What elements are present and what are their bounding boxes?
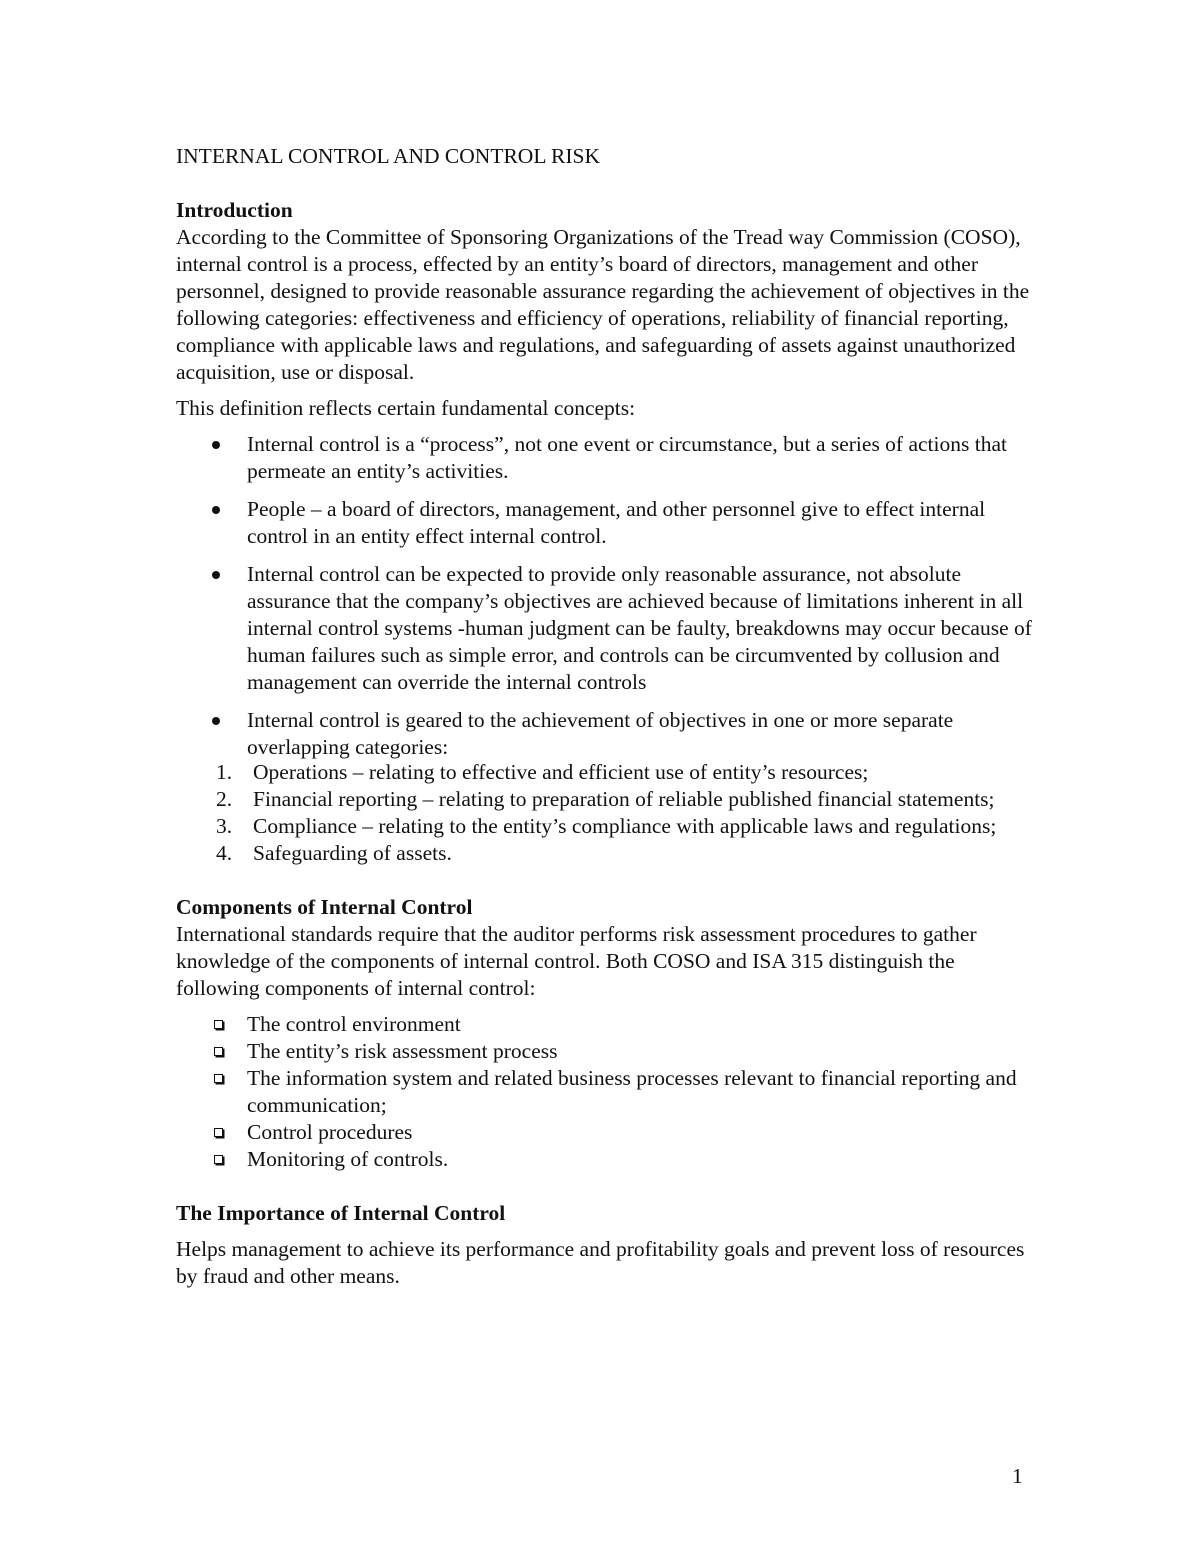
list-item — [176, 759, 1036, 786]
list-item — [176, 431, 1036, 485]
list-item-text: Internal control is a “process”, not one event or circumstance, but a series of actions that permeate an entity’s activities. — [247, 432, 1007, 483]
list-number: 1. — [216, 760, 233, 784]
square-bullet-icon — [214, 1020, 223, 1029]
list-item — [176, 561, 1036, 696]
list-item — [176, 813, 1036, 840]
concepts-list — [176, 431, 1036, 761]
square-bullet-icon — [214, 1047, 223, 1056]
categories-list — [176, 759, 1036, 867]
components-paragraph: International standards require that the auditor performs risk assessment procedures to gather knowledge of the components of internal control. Both COSO and ISA 315 distinguish the following components of internal control: — [176, 922, 977, 1000]
importance-paragraph: Helps management to achieve its performance and profitability goals and prevent loss of resources by fraud and other means. — [176, 1237, 1025, 1288]
list-item-text: Control procedures — [247, 1120, 413, 1144]
introduction-heading: Introduction — [176, 198, 293, 222]
list-number: 4. — [216, 841, 233, 865]
list-item-text: Financial reporting – relating to preparation of reliable published financial statements; — [253, 787, 995, 811]
bullet-icon — [212, 571, 220, 579]
document-title: INTERNAL CONTROL AND CONTROL RISK — [176, 144, 601, 168]
list-item-text: Monitoring of controls. — [247, 1147, 449, 1171]
introduction-paragraph: According to the Committee of Sponsoring Organizations of the Tread way Commission (COSO), internal control is a process, effected by an entity’s board of directors, management and other personnel, designed to provide reasonable assurance regarding the achievement of objectives in the following categories: effectiveness and efficiency of operations, reliability of financial reporting, compliance with applicable laws and regulations, and safeguarding of assets against unauthorized acquisition, use or disposal. — [176, 225, 1030, 384]
list-number: 2. — [216, 787, 233, 811]
list-item — [176, 496, 1036, 550]
list-item-text: Operations – relating to effective and efficient use of entity’s resources; — [253, 760, 869, 784]
list-item-text: People – a board of directors, management, and other personnel give to effect internal control in an entity effect internal control. — [247, 497, 986, 548]
bullet-icon — [212, 506, 220, 514]
list-item — [176, 786, 1036, 813]
importance-heading: The Importance of Internal Control — [176, 1201, 506, 1225]
bullet-icon — [212, 717, 220, 725]
list-item-text: Internal control can be expected to provide only reasonable assurance, not absolute assurance that the company’s objectives are achieved because of limitations inherent in all internal control systems -human judgment can be faulty, breakdowns may occur because of human failures such as simple error, and controls can be circumvented by collusion and management can override the internal controls — [247, 562, 1032, 694]
components-list — [176, 1011, 1036, 1173]
list-item — [176, 1119, 1036, 1146]
list-number: 3. — [216, 814, 233, 838]
list-item-text: Safeguarding of assets. — [253, 841, 452, 865]
list-item — [176, 707, 1036, 761]
list-item — [176, 1038, 1036, 1065]
list-item — [176, 1146, 1036, 1173]
list-item-text: The control environment — [247, 1012, 461, 1036]
list-item-text: Compliance – relating to the entity’s compliance with applicable laws and regulations; — [253, 814, 997, 838]
page-content — [176, 143, 1036, 1290]
list-item-text: Internal control is geared to the achievement of objectives in one or more separate overlapping categories: — [247, 708, 954, 759]
square-bullet-icon — [214, 1155, 223, 1164]
list-item-text: The entity’s risk assessment process — [247, 1039, 558, 1063]
list-item — [176, 840, 1036, 867]
page-number: 1 — [1012, 1464, 1023, 1488]
list-item-text: The information system and related business processes relevant to financial reporting and communication; — [247, 1066, 1017, 1117]
definition-lead-in: This definition reflects certain fundamental concepts: — [176, 396, 636, 420]
list-item — [176, 1011, 1036, 1038]
square-bullet-icon — [214, 1128, 223, 1137]
square-bullet-icon — [214, 1074, 223, 1083]
list-item — [176, 1065, 1036, 1119]
bullet-icon — [212, 441, 220, 449]
components-heading: Components of Internal Control — [176, 895, 473, 919]
